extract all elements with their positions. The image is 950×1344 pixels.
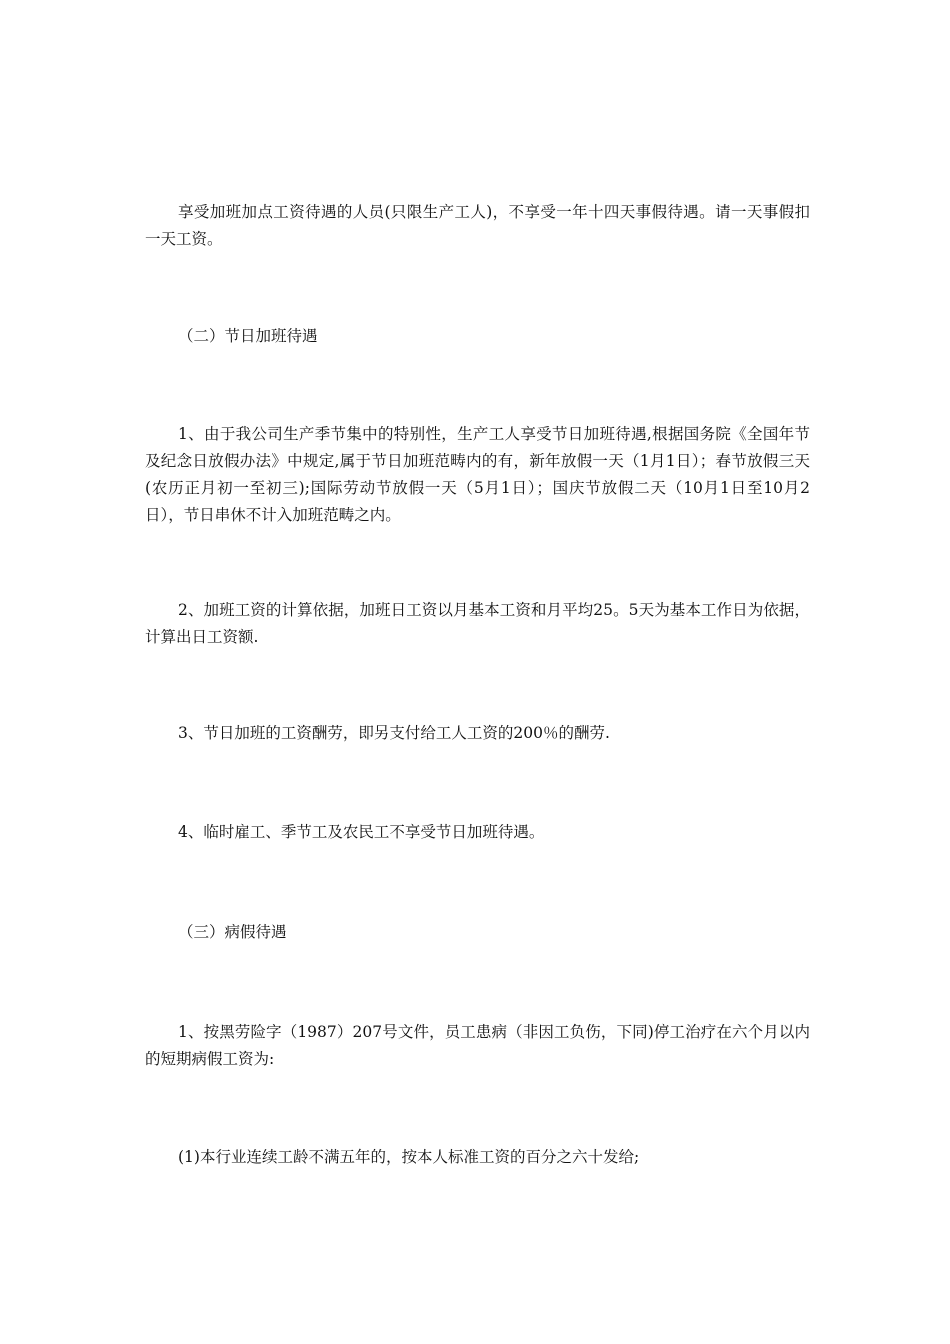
paragraph-overtime-calculation: 2、加班工资的计算依据，加班日工资以月基本工资和月平均25。5天为基本工作日为依据，计算出日工资额.	[145, 601, 810, 646]
paragraph-personal-leave: 享受加班加点工资待遇的人员(只限生产工人)，不享受一年十四天事假待遇。请一天事假扣一天工资。	[145, 203, 810, 248]
paragraph-holiday-overtime-scope: 1、由于我公司生产季节集中的特别性，生产工人享受节日加班待遇,根据国务院《全国年节及纪念日放假办法》中规定,属于节日加班范畴内的有，新年放假一天（1月1日）；春节放假三天(农历正月初一至初三);国际劳动节放假一天（5月1日）；国庆节放假二天（10月1日至10月2日），节日串休不计入加班范畴之内。	[145, 425, 810, 524]
paragraph-temporary-workers: 4、临时雇工、季节工及农民工不享受节日加班待遇。	[178, 823, 545, 841]
paragraph-sick-leave-item-1: (1)本行业连续工龄不满五年的，按本人标准工资的百分之六十发给;	[178, 1148, 640, 1166]
section-heading-sick-leave: （三）病假待遇	[178, 923, 287, 941]
section-heading-holiday-overtime: （二）节日加班待遇	[178, 327, 318, 345]
paragraph-holiday-pay-rate: 3、节日加班的工资酬劳，即另支付给工人工资的200％的酬劳.	[178, 724, 610, 742]
paragraph-sick-leave-policy: 1、按黑劳险字（1987）207号文件，员工患病（非因工负伤，下同)停工治疗在六个月以内的短期病假工资为:	[145, 1023, 810, 1068]
